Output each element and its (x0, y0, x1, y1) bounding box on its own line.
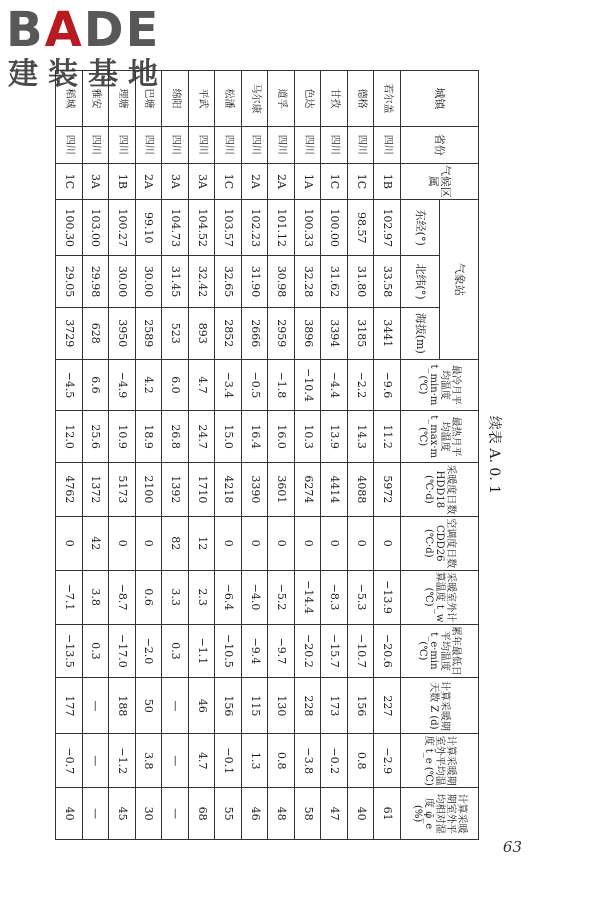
cell-zone: 2A (268, 163, 295, 200)
cell-tw: −5.2 (268, 570, 295, 624)
cell-hdd: 2100 (135, 462, 162, 516)
cell-cdd: 0 (215, 516, 242, 570)
cell-tmin: −1.8 (268, 359, 295, 411)
cell-alt: 2589 (135, 307, 162, 359)
cell-city: 若尔盖 (374, 71, 401, 127)
table-row (82, 71, 109, 840)
cell-city: 理塘 (109, 71, 136, 127)
cell-temin: −17.0 (109, 624, 136, 678)
table-body (56, 71, 401, 840)
header-zone: 气候区属 (401, 163, 479, 200)
cell-prov: 四川 (162, 127, 189, 164)
cell-z: 228 (294, 678, 321, 734)
cell-z: 177 (56, 678, 83, 734)
cell-temin: 0.3 (82, 624, 109, 678)
cell-zone: 2A (241, 163, 268, 200)
cell-lon: 100.27 (109, 200, 136, 256)
cell-alt: 3896 (294, 307, 321, 359)
table-row (188, 71, 215, 840)
cell-tw: −13.9 (374, 570, 401, 624)
cell-te: — (82, 734, 109, 788)
cell-alt: 3950 (109, 307, 136, 359)
cell-cdd: 0 (268, 516, 295, 570)
cell-tw: −6.4 (215, 570, 242, 624)
cell-city: 德格 (347, 71, 374, 127)
cell-temin: −15.7 (321, 624, 348, 678)
cell-temin: 0.3 (162, 624, 189, 678)
cell-city: 巴塘 (135, 71, 162, 127)
cell-phi: 68 (188, 788, 215, 840)
cell-lat: 31.62 (321, 256, 348, 308)
header-station: 气象站 (440, 200, 479, 359)
cell-temin: −2.0 (135, 624, 162, 678)
cell-zone: 3A (162, 163, 189, 200)
cell-lat: 32.42 (188, 256, 215, 308)
cell-tw: −8.7 (109, 570, 136, 624)
cell-lat: 32.65 (215, 256, 242, 308)
cell-prov: 四川 (188, 127, 215, 164)
cell-te: 3.8 (135, 734, 162, 788)
cell-tmax: 13.9 (321, 411, 348, 463)
page-number: 63 (502, 838, 522, 856)
cell-temin: −9.7 (268, 624, 295, 678)
cell-tmin: −2.2 (347, 359, 374, 411)
cell-tmin: 4.7 (188, 359, 215, 411)
header-lon: 东经(°) (401, 200, 440, 256)
cell-te: 1.3 (241, 734, 268, 788)
cell-cdd: 0 (241, 516, 268, 570)
cell-lat: 31.45 (162, 256, 189, 308)
cell-cdd: 82 (162, 516, 189, 570)
cell-lon: 102.97 (374, 200, 401, 256)
cell-cdd: 0 (294, 516, 321, 570)
header-cdd: 空调度日数 CDD26 (℃·d) (401, 516, 479, 570)
cell-z: 115 (241, 678, 268, 734)
cell-alt: 893 (188, 307, 215, 359)
cell-hdd: 4218 (215, 462, 242, 516)
cell-tmin: 6.6 (82, 359, 109, 411)
cell-tmin: 4.2 (135, 359, 162, 411)
cell-tw: 3.8 (82, 570, 109, 624)
cell-cdd: 12 (188, 516, 215, 570)
cell-zone: 1A (294, 163, 321, 200)
cell-temin: −1.1 (188, 624, 215, 678)
cell-city: 雅安 (82, 71, 109, 127)
header-lat: 北纬(°) (401, 256, 440, 308)
cell-temin: −9.4 (241, 624, 268, 678)
cell-zone: 2A (135, 163, 162, 200)
table-row (321, 71, 348, 840)
cell-zone: 3A (188, 163, 215, 200)
cell-cdd: 0 (347, 516, 374, 570)
cell-prov: 四川 (109, 127, 136, 164)
table-block (55, 70, 505, 840)
cell-te: −2.9 (374, 734, 401, 788)
cell-tmin: −4.4 (321, 359, 348, 411)
cell-zone: 1B (374, 163, 401, 200)
cell-tw: −7.1 (56, 570, 83, 624)
cell-tmax: 24.7 (188, 411, 215, 463)
cell-lat: 31.80 (347, 256, 374, 308)
cell-phi: 58 (294, 788, 321, 840)
cell-lon: 103.57 (215, 200, 242, 256)
cell-zone: 1C (56, 163, 83, 200)
cell-city: 平武 (188, 71, 215, 127)
cell-prov: 四川 (374, 127, 401, 164)
cell-alt: 628 (82, 307, 109, 359)
cell-temin: −13.5 (56, 624, 83, 678)
cell-te: −3.8 (294, 734, 321, 788)
table-row (347, 71, 374, 840)
cell-tmin: −0.5 (241, 359, 268, 411)
cell-lat: 30.00 (109, 256, 136, 308)
table-row (374, 71, 401, 840)
cell-prov: 四川 (268, 127, 295, 164)
cell-hdd: 1372 (82, 462, 109, 516)
cell-hdd: 4414 (321, 462, 348, 516)
cell-phi: 40 (347, 788, 374, 840)
header-alt: 海拔(m) (401, 307, 440, 359)
cell-alt: 523 (162, 307, 189, 359)
cell-z: — (162, 678, 189, 734)
cell-te: −0.1 (215, 734, 242, 788)
cell-lat: 33.58 (374, 256, 401, 308)
cell-hdd: 1392 (162, 462, 189, 516)
cell-tmax: 15.0 (215, 411, 242, 463)
cell-hdd: 5972 (374, 462, 401, 516)
table-row (294, 71, 321, 840)
header-z: 计算采暖期天数 Z (d) (401, 678, 479, 734)
cell-z: 227 (374, 678, 401, 734)
cell-alt: 2852 (215, 307, 242, 359)
cell-city: 色达 (294, 71, 321, 127)
header-province: 省份 (401, 127, 479, 164)
header-hdd: 采暖度日数 HDD18 (℃·d) (401, 462, 479, 516)
table-row (215, 71, 242, 840)
table-row (268, 71, 295, 840)
cell-phi: — (82, 788, 109, 840)
cell-cdd: 42 (82, 516, 109, 570)
cell-temin: −20.2 (294, 624, 321, 678)
cell-cdd: 0 (109, 516, 136, 570)
cell-zone: 1C (347, 163, 374, 200)
cell-lon: 99.10 (135, 200, 162, 256)
cell-phi: 46 (241, 788, 268, 840)
cell-phi: 40 (56, 788, 83, 840)
cell-tmin: −3.4 (215, 359, 242, 411)
header-phi: 计算采暖期室外平均相对湿度 φ̄_e (%) (401, 788, 479, 840)
cell-alt: 2959 (268, 307, 295, 359)
cell-zone: 3A (82, 163, 109, 200)
cell-cdd: 0 (321, 516, 348, 570)
cell-zone: 1C (215, 163, 242, 200)
cell-temin: −20.6 (374, 624, 401, 678)
cell-hdd: 4762 (56, 462, 83, 516)
cell-phi: 61 (374, 788, 401, 840)
cell-tmax: 26.8 (162, 411, 189, 463)
cell-alt: 3394 (321, 307, 348, 359)
cell-phi: — (162, 788, 189, 840)
cell-hdd: 1710 (188, 462, 215, 516)
cell-lon: 98.57 (347, 200, 374, 256)
cell-hdd: 4088 (347, 462, 374, 516)
cell-alt: 3729 (56, 307, 83, 359)
cell-te: −0.7 (56, 734, 83, 788)
table-row (135, 71, 162, 840)
logo-subtitle: 建装基地 (8, 57, 168, 92)
cell-tw: −5.3 (347, 570, 374, 624)
cell-hdd: 3601 (268, 462, 295, 516)
cell-prov: 四川 (215, 127, 242, 164)
table-row (241, 71, 268, 840)
cell-tmax: 25.6 (82, 411, 109, 463)
cell-city: 稻城 (56, 71, 83, 127)
cell-tmax: 12.0 (56, 411, 83, 463)
cell-alt: 3185 (347, 307, 374, 359)
cell-city: 绵阳 (162, 71, 189, 127)
cell-tmax: 18.9 (135, 411, 162, 463)
cell-tmin: −4.9 (109, 359, 136, 411)
cell-city: 松潘 (215, 71, 242, 127)
cell-tw: −8.3 (321, 570, 348, 624)
cell-lat: 29.05 (56, 256, 83, 308)
header-te: 计算采暖期室外平均温度 t̄_e (℃) (401, 734, 479, 788)
cell-phi: 55 (215, 788, 242, 840)
cell-tw: 0.6 (135, 570, 162, 624)
cell-city: 道孚 (268, 71, 295, 127)
table-row (162, 71, 189, 840)
climate-data-table (55, 70, 479, 840)
cell-temin: −10.5 (215, 624, 242, 678)
cell-alt: 2666 (241, 307, 268, 359)
header-tw: 采暖室外计算温度 t_w (℃) (401, 570, 479, 624)
header-city: 城镇 (401, 71, 479, 127)
cell-tmin: −10.4 (294, 359, 321, 411)
rotated-page-area (55, 70, 505, 840)
cell-lat: 31.90 (241, 256, 268, 308)
cell-z: 156 (215, 678, 242, 734)
header-temin: 累年最低日平均温度 t_e·min (℃) (401, 624, 479, 678)
cell-lon: 104.73 (162, 200, 189, 256)
cell-alt: 3441 (374, 307, 401, 359)
header-tmin: 最冷月平均温度 t_min·m (℃) (401, 359, 479, 411)
cell-tmax: 14.3 (347, 411, 374, 463)
cell-phi: 30 (135, 788, 162, 840)
cell-lon: 104.52 (188, 200, 215, 256)
cell-z: 130 (268, 678, 295, 734)
cell-lat: 29.98 (82, 256, 109, 308)
cell-tmax: 10.9 (109, 411, 136, 463)
cell-tmax: 16.0 (268, 411, 295, 463)
table-caption: 续表 A. 0. 1 (486, 415, 502, 495)
cell-city: 马尔康 (241, 71, 268, 127)
cell-tmax: 11.2 (374, 411, 401, 463)
cell-tw: 3.3 (162, 570, 189, 624)
cell-tmax: 10.3 (294, 411, 321, 463)
cell-prov: 四川 (82, 127, 109, 164)
logo-wordmark: BADE (6, 2, 161, 58)
cell-tmin: −9.6 (374, 359, 401, 411)
cell-phi: 47 (321, 788, 348, 840)
cell-prov: 四川 (294, 127, 321, 164)
cell-te: 0.8 (268, 734, 295, 788)
cell-tmin: −4.5 (56, 359, 83, 411)
cell-prov: 四川 (135, 127, 162, 164)
cell-zone: 1C (321, 163, 348, 200)
cell-te: 0.8 (347, 734, 374, 788)
cell-prov: 四川 (321, 127, 348, 164)
cell-z: 188 (109, 678, 136, 734)
cell-te: −0.2 (321, 734, 348, 788)
cell-city: 甘孜 (321, 71, 348, 127)
cell-tw: −4.0 (241, 570, 268, 624)
cell-lat: 30.98 (268, 256, 295, 308)
cell-hdd: 3390 (241, 462, 268, 516)
cell-lat: 30.00 (135, 256, 162, 308)
cell-phi: 45 (109, 788, 136, 840)
cell-prov: 四川 (347, 127, 374, 164)
cell-lon: 100.33 (294, 200, 321, 256)
cell-te: 4.7 (188, 734, 215, 788)
cell-tw: −14.4 (294, 570, 321, 624)
cell-cdd: 0 (135, 516, 162, 570)
cell-z: 156 (347, 678, 374, 734)
cell-tw: 2.3 (188, 570, 215, 624)
cell-lon: 100.30 (56, 200, 83, 256)
table-row (109, 71, 136, 840)
cell-z: 50 (135, 678, 162, 734)
cell-lon: 103.00 (82, 200, 109, 256)
cell-temin: −10.7 (347, 624, 374, 678)
cell-z: 46 (188, 678, 215, 734)
cell-lon: 101.12 (268, 200, 295, 256)
cell-cdd: 0 (56, 516, 83, 570)
cell-phi: 48 (268, 788, 295, 840)
cell-te: — (162, 734, 189, 788)
header-tmax: 最热月平均温度 t_max·m (℃) (401, 411, 479, 463)
cell-lon: 100.00 (321, 200, 348, 256)
table-row (56, 71, 83, 840)
cell-te: −1.2 (109, 734, 136, 788)
cell-lon: 102.23 (241, 200, 268, 256)
cell-z: 173 (321, 678, 348, 734)
cell-prov: 四川 (241, 127, 268, 164)
cell-lat: 32.28 (294, 256, 321, 308)
cell-hdd: 6274 (294, 462, 321, 516)
cell-z: — (82, 678, 109, 734)
cell-prov: 四川 (56, 127, 83, 164)
cell-cdd: 0 (374, 516, 401, 570)
cell-hdd: 5173 (109, 462, 136, 516)
cell-zone: 1B (109, 163, 136, 200)
cell-tmin: 6.0 (162, 359, 189, 411)
cell-tmax: 16.4 (241, 411, 268, 463)
